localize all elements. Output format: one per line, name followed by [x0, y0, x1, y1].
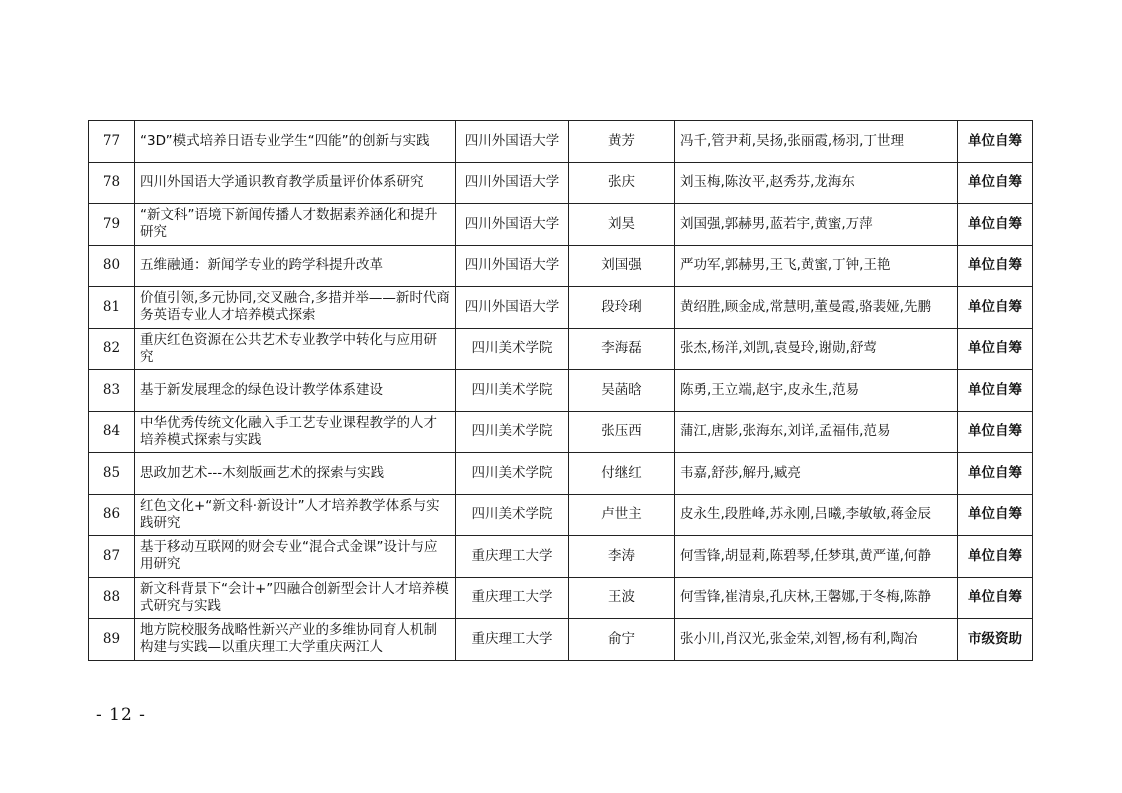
table-row	[89, 536, 1033, 578]
project-leader: 吴菡晗	[569, 370, 675, 412]
row-number: 83	[89, 370, 135, 412]
team-members: 黄绍胜,顾金成,常慧明,董曼霞,骆裴娅,先鹏	[675, 287, 958, 329]
project-title: 地方院校服务战略性新兴产业的多维协同育人机制构建与实践—以重庆理工大学重庆两江人	[135, 619, 456, 661]
project-title: 重庆红色资源在公共艺术专业教学中转化与应用研究	[135, 328, 456, 370]
project-title: 中华优秀传统文化融入手工艺专业课程教学的人才培养模式探索与实践	[135, 411, 456, 453]
team-members: 何雪锋,胡显莉,陈碧琴,任梦琪,黄严谨,何静	[675, 536, 958, 578]
team-members: 蒲江,唐影,张海东,刘详,孟福伟,范易	[675, 411, 958, 453]
project-leader: 俞宁	[569, 619, 675, 661]
team-members: 严功军,郭赫男,王飞,黄蜜,丁钟,王艳	[675, 245, 958, 287]
table-row	[89, 619, 1033, 661]
institution: 四川美术学院	[456, 328, 569, 370]
project-leader: 付继红	[569, 453, 675, 495]
team-members: 刘国强,郭赫男,蓝若宇,黄蜜,万萍	[675, 204, 958, 246]
row-number: 81	[89, 287, 135, 329]
institution: 四川外国语大学	[456, 204, 569, 246]
project-leader: 李涛	[569, 536, 675, 578]
institution: 四川美术学院	[456, 453, 569, 495]
project-title: 基于移动互联网的财会专业“混合式金课”设计与应用研究	[135, 536, 456, 578]
institution: 四川美术学院	[456, 494, 569, 536]
project-title: 五维融通：新闻学专业的跨学科提升改革	[135, 245, 456, 287]
funding-type: 单位自筹	[958, 411, 1033, 453]
row-number: 79	[89, 204, 135, 246]
table-row	[89, 121, 1033, 163]
project-leader: 王波	[569, 577, 675, 619]
funding-type: 单位自筹	[958, 370, 1033, 412]
funding-type: 单位自筹	[958, 245, 1033, 287]
table-row	[89, 162, 1033, 204]
project-leader: 张庆	[569, 162, 675, 204]
row-number: 77	[89, 121, 135, 163]
funding-type: 单位自筹	[958, 577, 1033, 619]
institution: 重庆理工大学	[456, 619, 569, 661]
table-row	[89, 453, 1033, 495]
funding-type: 市级资助	[958, 619, 1033, 661]
institution: 四川美术学院	[456, 370, 569, 412]
row-number: 87	[89, 536, 135, 578]
institution: 四川外国语大学	[456, 287, 569, 329]
project-title: 基于新发展理念的绿色设计教学体系建设	[135, 370, 456, 412]
institution: 四川美术学院	[456, 411, 569, 453]
funding-type: 单位自筹	[958, 328, 1033, 370]
funding-type: 单位自筹	[958, 162, 1033, 204]
institution: 重庆理工大学	[456, 536, 569, 578]
project-title: 价值引领,多元协同,交叉融合,多措并举——新时代商务英语专业人才培养模式探索	[135, 287, 456, 329]
team-members: 张杰,杨洋,刘凯,袁曼玲,谢勋,舒莺	[675, 328, 958, 370]
table-row	[89, 411, 1033, 453]
table-row	[89, 370, 1033, 412]
funding-type: 单位自筹	[958, 453, 1033, 495]
institution: 四川外国语大学	[456, 162, 569, 204]
funding-type: 单位自筹	[958, 121, 1033, 163]
row-number: 86	[89, 494, 135, 536]
project-leader: 黄芳	[569, 121, 675, 163]
team-members: 陈勇,王立端,赵宇,皮永生,范易	[675, 370, 958, 412]
team-members: 何雪锋,崔清泉,孔庆林,王馨娜,于冬梅,陈静	[675, 577, 958, 619]
project-leader: 李海磊	[569, 328, 675, 370]
row-number: 78	[89, 162, 135, 204]
row-number: 89	[89, 619, 135, 661]
project-title: 红色文化+“新文科·新设计”人才培养教学体系与实践研究	[135, 494, 456, 536]
project-leader: 卢世主	[569, 494, 675, 536]
team-members: 皮永生,段胜峰,苏永刚,吕曦,李敏敏,蒋金辰	[675, 494, 958, 536]
project-title: 思政加艺术---木刻版画艺术的探索与实践	[135, 453, 456, 495]
row-number: 88	[89, 577, 135, 619]
team-members: 刘玉梅,陈汝平,赵秀芬,龙海东	[675, 162, 958, 204]
row-number: 82	[89, 328, 135, 370]
project-leader: 段玲琍	[569, 287, 675, 329]
row-number: 84	[89, 411, 135, 453]
project-table	[88, 120, 1033, 661]
funding-type: 单位自筹	[958, 536, 1033, 578]
table-row	[89, 204, 1033, 246]
table-row	[89, 577, 1033, 619]
row-number: 80	[89, 245, 135, 287]
funding-type: 单位自筹	[958, 494, 1033, 536]
team-members: 张小川,肖汉光,张金荣,刘智,杨有利,陶冶	[675, 619, 958, 661]
project-leader: 张压西	[569, 411, 675, 453]
table-row	[89, 287, 1033, 329]
institution: 四川外国语大学	[456, 121, 569, 163]
institution: 重庆理工大学	[456, 577, 569, 619]
table-row	[89, 328, 1033, 370]
table-row	[89, 494, 1033, 536]
project-leader: 刘昊	[569, 204, 675, 246]
project-title: 四川外国语大学通识教育教学质量评价体系研究	[135, 162, 456, 204]
institution: 四川外国语大学	[456, 245, 569, 287]
project-title: 新文科背景下“会计+”四融合创新型会计人才培养模式研究与实践	[135, 577, 456, 619]
project-leader: 刘国强	[569, 245, 675, 287]
funding-type: 单位自筹	[958, 204, 1033, 246]
page-number: - 12 -	[96, 705, 146, 725]
team-members: 韦嘉,舒莎,解丹,臧亮	[675, 453, 958, 495]
table-row	[89, 245, 1033, 287]
project-title: “新文科”语境下新闻传播人才数据素养涵化和提升研究	[135, 204, 456, 246]
team-members: 冯千,管尹莉,吴扬,张丽霞,杨羽,丁世理	[675, 121, 958, 163]
funding-type: 单位自筹	[958, 287, 1033, 329]
project-title: “3D”模式培养日语专业学生“四能”的创新与实践	[135, 121, 456, 163]
table-body	[89, 121, 1033, 661]
row-number: 85	[89, 453, 135, 495]
